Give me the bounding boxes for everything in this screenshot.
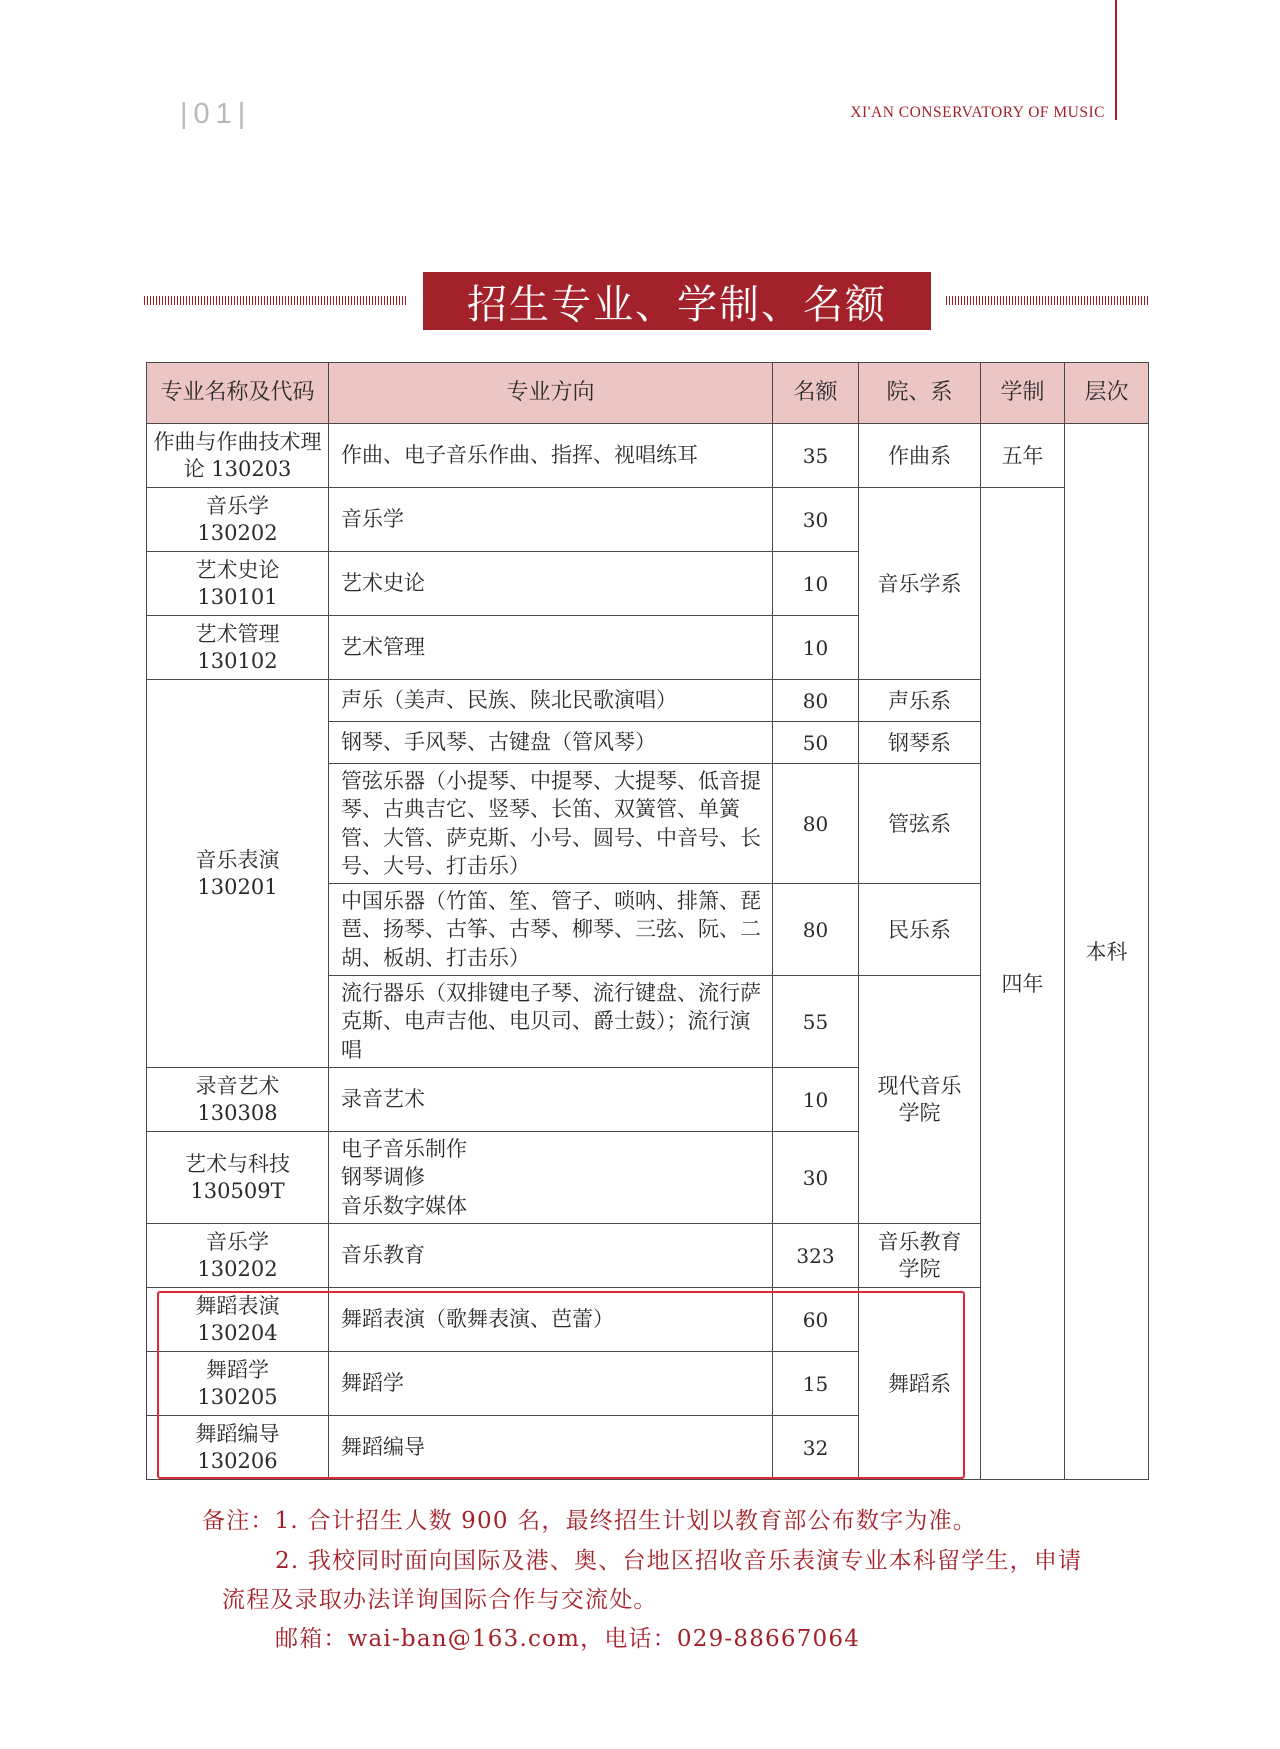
direction: 舞蹈学 [329, 1352, 773, 1416]
major-name: 音乐学 130202 [147, 1224, 329, 1288]
quota: 32 [773, 1416, 859, 1480]
department: 舞蹈系 [859, 1288, 981, 1480]
note-contact: 邮箱：wai-ban@163.com，电话：029-88667064 [275, 1626, 861, 1652]
quota: 10 [773, 552, 859, 616]
duration: 五年 [981, 424, 1065, 488]
direction: 中国乐器（竹笛、笙、管子、唢呐、排箫、琵琶、扬琴、古筝、古琴、柳琴、三弦、阮、二胡、板胡、打击乐） [329, 884, 773, 976]
table-row [147, 488, 1149, 552]
header-direction: 专业方向 [329, 363, 773, 424]
direction: 音乐教育 [329, 1224, 773, 1288]
header-major: 专业名称及代码 [147, 363, 329, 424]
header-duration: 学制 [981, 363, 1065, 424]
header-divider-line [1115, 0, 1117, 120]
department: 声乐系 [859, 680, 981, 722]
page-number: |01| [180, 98, 252, 130]
direction: 音乐学 [329, 488, 773, 552]
quota: 80 [773, 764, 859, 884]
quota: 80 [773, 884, 859, 976]
header-level: 层次 [1065, 363, 1149, 424]
quota: 80 [773, 680, 859, 722]
major-name: 舞蹈学 130205 [147, 1352, 329, 1416]
quota: 15 [773, 1352, 859, 1416]
duration: 四年 [981, 488, 1065, 1480]
table-header-row [147, 363, 1149, 424]
direction: 电子音乐制作 钢琴调修 音乐数字媒体 [329, 1132, 773, 1224]
header-quota: 名额 [773, 363, 859, 424]
direction: 流行器乐（双排键电子琴、流行键盘、流行萨克斯、电声吉他、电贝司、爵士鼓）；流行演唱 [329, 976, 773, 1068]
quota: 50 [773, 722, 859, 764]
title-rule-right [946, 296, 1150, 305]
major-name: 录音艺术 130308 [147, 1068, 329, 1132]
department: 钢琴系 [859, 722, 981, 764]
note-line-1: 备注：1. 合计招生人数 900 名，最终招生计划以教育部公布数字为准。 [202, 1508, 977, 1534]
direction: 管弦乐器（小提琴、中提琴、大提琴、低音提琴、古典吉它、竖琴、长笛、双簧管、单簧管、大管、萨克斯、小号、圆号、中音号、长号、大号、打击乐） [329, 764, 773, 884]
department: 作曲系 [859, 424, 981, 488]
major-name: 艺术管理 130102 [147, 616, 329, 680]
major-name: 艺术与科技 130509T [147, 1132, 329, 1224]
quota: 55 [773, 976, 859, 1068]
direction: 录音艺术 [329, 1068, 773, 1132]
note-line-2: 2. 我校同时面向国际及港、奥、台地区招收音乐表演专业本科留学生，申请 [275, 1548, 1083, 1574]
department: 音乐学系 [859, 488, 981, 680]
quota: 10 [773, 616, 859, 680]
note-line-3: 流程及录取办法详询国际合作与交流处。 [222, 1587, 658, 1613]
direction: 钢琴、手风琴、古键盘（管风琴） [329, 722, 773, 764]
title-rule-left [144, 296, 406, 305]
quota: 30 [773, 488, 859, 552]
department: 音乐教育 学院 [859, 1224, 981, 1288]
direction: 舞蹈编导 [329, 1416, 773, 1480]
section-title: 招生专业、学制、名额 [423, 272, 931, 330]
department: 民乐系 [859, 884, 981, 976]
quota: 30 [773, 1132, 859, 1224]
major-name: 舞蹈编导 130206 [147, 1416, 329, 1480]
quota: 323 [773, 1224, 859, 1288]
table-row [147, 424, 1149, 488]
major-name: 音乐表演 130201 [147, 680, 329, 1068]
school-name: XI'AN CONSERVATORY OF MUSIC [850, 104, 1105, 121]
major-name: 舞蹈表演 130204 [147, 1288, 329, 1352]
quota: 10 [773, 1068, 859, 1132]
header-department: 院、系 [859, 363, 981, 424]
direction: 艺术管理 [329, 616, 773, 680]
direction: 舞蹈表演（歌舞表演、芭蕾） [329, 1288, 773, 1352]
direction: 作曲、电子音乐作曲、指挥、视唱练耳 [329, 424, 773, 488]
quota: 35 [773, 424, 859, 488]
quota: 60 [773, 1288, 859, 1352]
direction: 艺术史论 [329, 552, 773, 616]
level: 本科 [1065, 424, 1149, 1480]
department: 管弦系 [859, 764, 981, 884]
major-name: 音乐学 130202 [147, 488, 329, 552]
major-name: 艺术史论 130101 [147, 552, 329, 616]
direction: 声乐（美声、民族、陕北民歌演唱） [329, 680, 773, 722]
department: 现代音乐 学院 [859, 976, 981, 1224]
enrollment-table [146, 362, 1149, 1480]
major-name: 作曲与作曲技术理论 130203 [147, 424, 329, 488]
